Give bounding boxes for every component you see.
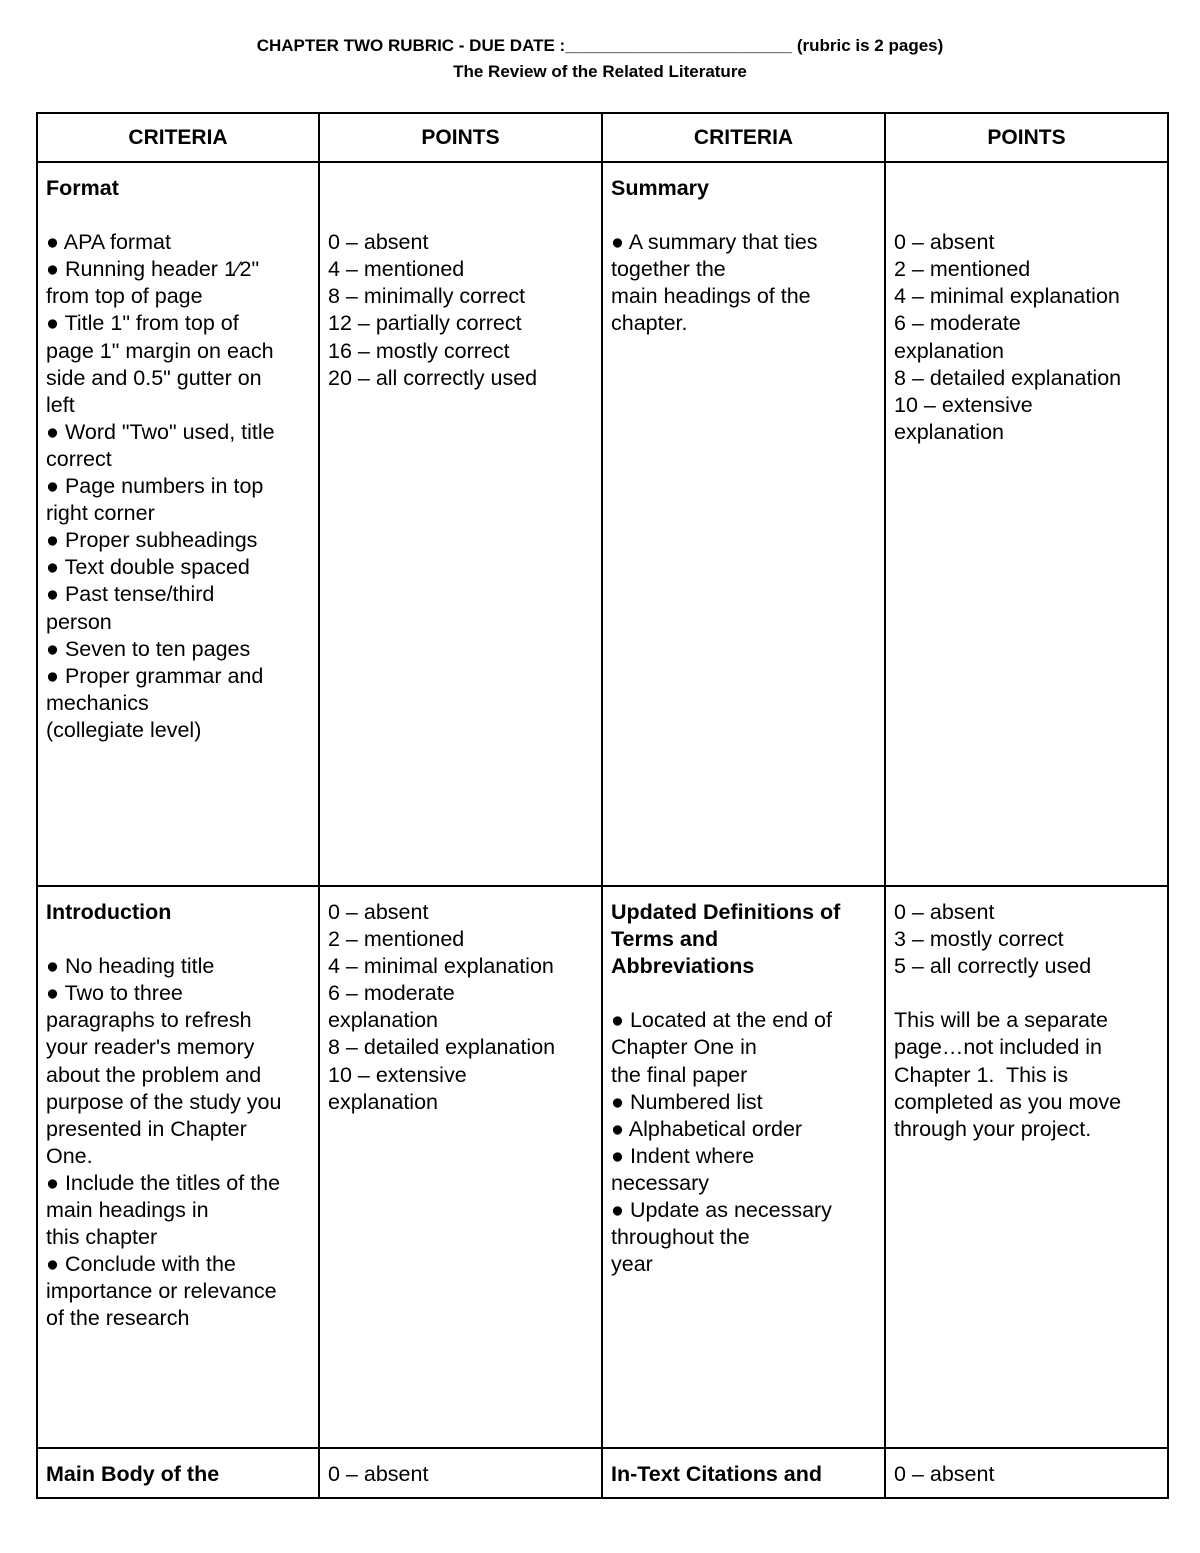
column-header-criteria: CRITERIA	[602, 113, 885, 162]
points-line: 16 – mostly correct	[328, 338, 510, 363]
points-line: 0 – absent	[328, 230, 429, 255]
rubric-subheading: The Review of the Related Literature	[453, 62, 747, 81]
criteria-item: ● Proper grammar and	[46, 663, 264, 688]
criteria-item: right corner	[46, 501, 155, 526]
line-spacer	[611, 202, 876, 229]
line-spacer	[46, 202, 310, 229]
criteria-item: ● Update as necessary	[611, 1198, 832, 1223]
criteria-item: ● Two to three	[46, 981, 183, 1006]
criteria-item: ● Text double spaced	[46, 555, 250, 580]
criteria-item: person	[46, 609, 112, 634]
criteria-title: Summary	[611, 176, 709, 200]
criteria-item: chapter.	[611, 311, 688, 336]
criteria-item: correct	[46, 446, 112, 471]
criteria-item: page 1" margin on each	[46, 338, 274, 363]
points-line: 2 – mentioned	[328, 927, 465, 952]
points-line: explanation	[894, 419, 1004, 444]
line-spacer	[894, 980, 1159, 1007]
criteria-title: Terms and	[611, 927, 719, 952]
criteria-item: this chapter	[46, 1225, 158, 1250]
criteria-item: ● Indent where	[611, 1143, 755, 1168]
criteria-item: paragraphs to refresh	[46, 1008, 252, 1033]
points-line: 4 – minimal explanation	[328, 954, 554, 979]
rubric-table	[36, 112, 1169, 1499]
criteria-item: the final paper	[611, 1062, 748, 1087]
points-cell	[319, 1448, 602, 1498]
criteria-item: ● APA format	[46, 230, 171, 255]
points-line: 0 – absent	[328, 1462, 429, 1486]
line-spacer	[611, 980, 876, 1007]
line-spacer	[894, 175, 1159, 202]
points-line: 20 – all correctly used	[328, 365, 538, 390]
points-line: 4 – mentioned	[328, 257, 465, 282]
criteria-item: ● Past tense/third	[46, 582, 215, 607]
points-line: 12 – partially correct	[328, 311, 522, 336]
points-line: 6 – moderate	[894, 311, 1021, 336]
criteria-item: necessary	[611, 1170, 709, 1195]
points-line: 5 – all correctly used	[894, 954, 1092, 979]
criteria-item: your reader's memory	[46, 1035, 255, 1060]
criteria-item: ● A summary that ties	[611, 230, 818, 255]
line-spacer	[328, 202, 593, 229]
points-line: explanation	[894, 338, 1004, 363]
criteria-title: Main Body of the	[46, 1462, 220, 1486]
criteria-item: together the	[611, 257, 726, 282]
criteria-item: ● No heading title	[46, 954, 215, 979]
points-line: 10 – extensive	[328, 1062, 467, 1087]
points-line: 8 – detailed explanation	[328, 1035, 556, 1060]
criteria-item: ● Include the titles of the	[46, 1170, 281, 1195]
points-line: through your project.	[894, 1116, 1092, 1141]
line-spacer	[46, 926, 310, 953]
points-line: page…not included in	[894, 1035, 1102, 1060]
points-line: 3 – mostly correct	[894, 927, 1064, 952]
points-line: 6 – moderate	[328, 981, 455, 1006]
criteria-cell	[37, 1448, 319, 1498]
criteria-item: ● Alphabetical order	[611, 1116, 803, 1141]
points-line: 0 – absent	[328, 900, 429, 924]
points-line: 2 – mentioned	[894, 257, 1031, 282]
points-line: 10 – extensive	[894, 392, 1033, 417]
criteria-item: main headings in	[46, 1198, 209, 1223]
criteria-cell	[602, 1448, 885, 1498]
points-line: completed as you move	[894, 1089, 1122, 1114]
criteria-item: ● Word "Two" used, title	[46, 419, 275, 444]
criteria-item: purpose of the study you	[46, 1089, 282, 1114]
criteria-item: ● Title 1" from top of	[46, 311, 239, 336]
line-spacer	[894, 202, 1159, 229]
criteria-item: side and 0.5" gutter on	[46, 365, 262, 390]
criteria-item: ● Numbered list	[611, 1089, 763, 1114]
points-cell	[319, 162, 602, 886]
column-header-points: POINTS	[885, 113, 1168, 162]
criteria-item: ● Seven to ten pages	[46, 636, 251, 661]
table-row	[37, 162, 1168, 886]
criteria-item: ● Proper subheadings	[46, 528, 258, 553]
criteria-item: throughout the	[611, 1225, 750, 1250]
points-cell	[885, 886, 1168, 1448]
criteria-item: from top of page	[46, 284, 203, 309]
points-line: 0 – absent	[894, 900, 995, 924]
rubric-heading: CHAPTER TWO RUBRIC - DUE DATE :________________________ (rubric is 2 pages)	[256, 36, 944, 55]
criteria-item: ● Conclude with the	[46, 1252, 236, 1277]
criteria-item: Chapter One in	[611, 1035, 757, 1060]
points-line: 4 – minimal explanation	[894, 284, 1120, 309]
criteria-item: importance or relevance	[46, 1279, 277, 1304]
criteria-title: Introduction	[46, 900, 172, 924]
criteria-item: ● Running header 1⁄2"	[46, 257, 260, 282]
table-row	[37, 886, 1168, 1448]
criteria-title: In-Text Citations and	[611, 1462, 823, 1486]
criteria-title: Updated Definitions of	[611, 900, 841, 924]
points-cell	[885, 1448, 1168, 1498]
table-row	[37, 1448, 1168, 1498]
criteria-item: mechanics	[46, 690, 149, 715]
criteria-item: (collegiate level)	[46, 717, 202, 742]
criteria-item: presented in Chapter	[46, 1116, 247, 1141]
points-cell	[885, 162, 1168, 886]
criteria-item: ● Page numbers in top	[46, 474, 264, 499]
criteria-title: Abbreviations	[611, 954, 755, 979]
criteria-item: of the research	[46, 1306, 190, 1331]
points-line: 0 – absent	[894, 230, 995, 255]
criteria-item: about the problem and	[46, 1062, 262, 1087]
points-cell	[319, 886, 602, 1448]
criteria-cell	[602, 162, 885, 886]
column-header-points: POINTS	[319, 113, 602, 162]
criteria-item: year	[611, 1252, 653, 1277]
criteria-cell	[602, 886, 885, 1448]
column-header-criteria: CRITERIA	[37, 113, 319, 162]
points-line: 8 – minimally correct	[328, 284, 526, 309]
points-line: This will be a separate	[894, 1008, 1108, 1033]
line-spacer	[328, 175, 593, 202]
criteria-item: left	[46, 392, 75, 417]
points-line: Chapter 1. This is	[894, 1062, 1069, 1087]
points-line: explanation	[328, 1008, 438, 1033]
criteria-item: main headings of the	[611, 284, 811, 309]
criteria-cell	[37, 886, 319, 1448]
points-line: 8 – detailed explanation	[894, 365, 1122, 390]
points-line: explanation	[328, 1089, 438, 1114]
criteria-title: Format	[46, 176, 119, 200]
header-row	[37, 113, 1168, 162]
points-line: 0 – absent	[894, 1462, 995, 1486]
criteria-item: ● Located at the end of	[611, 1008, 832, 1033]
criteria-item: One.	[46, 1143, 93, 1168]
criteria-cell	[37, 162, 319, 886]
